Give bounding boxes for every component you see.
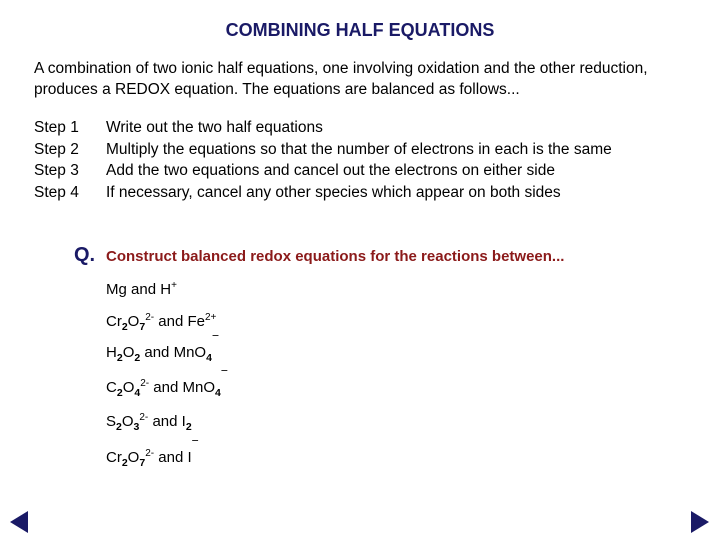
intro-paragraph: A combination of two ionic half equations, one involving oxidation and the other reduction, produces a REDOX equation. The equations are balanced as follows... — [34, 60, 648, 98]
steps-list — [34, 117, 612, 203]
subscript: 2 — [185, 421, 192, 433]
subscript: 2 — [134, 352, 141, 364]
reactant-a — [106, 448, 155, 469]
charge: ‾ — [192, 439, 198, 456]
element: O — [194, 344, 207, 361]
element: Mn — [182, 379, 204, 396]
reaction-item — [106, 334, 218, 364]
subscript: 4 — [134, 387, 141, 399]
charge: + — [171, 280, 177, 291]
element: H — [106, 344, 117, 361]
charge: ‾ — [212, 334, 218, 351]
subscript: 2 — [121, 321, 128, 333]
and-word: and — [158, 313, 184, 330]
element: I — [181, 413, 186, 430]
reaction-item — [106, 412, 192, 433]
reactant-a — [106, 344, 141, 364]
step-label: Step 3 — [34, 162, 79, 179]
reactant-b — [173, 334, 218, 364]
element: O — [121, 413, 134, 430]
subscript: 2 — [116, 352, 123, 364]
reactant-a — [106, 412, 149, 433]
subscript: 4 — [206, 352, 212, 364]
question-text: Construct balanced redox equations for the reactions between... — [106, 248, 565, 265]
reactant-b: Fe — [187, 313, 205, 330]
charge: ‾ — [221, 369, 227, 386]
reactant-b — [181, 413, 192, 433]
reactant-a: Mg — [106, 281, 127, 298]
step-text: Add the two equations and cancel out the electrons on either side — [106, 162, 555, 179]
element: O — [127, 449, 140, 466]
and-word: and — [158, 449, 184, 466]
and-word: and — [131, 281, 157, 298]
and-word: and — [153, 379, 179, 396]
element: O — [203, 379, 215, 396]
reaction-item — [106, 312, 216, 333]
and-word: and — [144, 344, 170, 361]
element: Cr — [106, 313, 122, 330]
step-label: Step 2 — [34, 140, 79, 158]
subscript: 2 — [116, 387, 123, 399]
subscript: 2 — [121, 457, 128, 469]
charge: 2- — [145, 312, 155, 323]
triangle-left-icon[interactable] — [10, 511, 28, 533]
element: O — [122, 344, 135, 361]
element: O — [122, 379, 135, 396]
reactant-b — [187, 439, 198, 466]
step-text: Write out the two half equations — [106, 119, 323, 136]
element: S — [106, 413, 117, 430]
subscript: 2 — [116, 421, 122, 433]
charge: 2- — [145, 448, 155, 459]
charge: 2+ — [204, 312, 217, 323]
reactant-a — [106, 378, 150, 399]
reactant-b: H — [160, 281, 172, 298]
element: C — [106, 379, 117, 396]
charge: 2- — [139, 412, 149, 423]
step-row — [34, 160, 612, 182]
reaction-item — [106, 280, 177, 298]
step-text: If necessary, cancel any other species which appear on both sides — [106, 183, 561, 201]
step-row — [34, 182, 612, 204]
subscript: 3 — [133, 421, 140, 433]
and-word: and — [152, 413, 178, 430]
reaction-item — [106, 369, 227, 399]
reaction-item — [106, 439, 198, 469]
page-title: COMBINING HALF EQUATIONS — [225, 20, 495, 40]
subscript: 4 — [215, 387, 221, 399]
charge: 2- — [140, 378, 150, 389]
element: I — [187, 449, 192, 466]
element: O — [127, 313, 140, 330]
step-row — [34, 139, 612, 161]
step-label: Step 1 — [34, 119, 79, 136]
step-text: Multiply the equations so that the number of electrons in each is the same — [106, 140, 612, 158]
subscript: 7 — [139, 457, 146, 469]
element: Cr — [106, 449, 122, 466]
step-row — [34, 117, 612, 139]
reactant-a — [106, 312, 155, 333]
question-letter: Q. — [74, 244, 96, 266]
element: Mn — [173, 344, 195, 361]
reactant-b — [182, 369, 227, 399]
subscript: 7 — [139, 321, 146, 333]
step-label: Step 4 — [34, 183, 79, 201]
triangle-right-icon[interactable] — [691, 511, 709, 533]
